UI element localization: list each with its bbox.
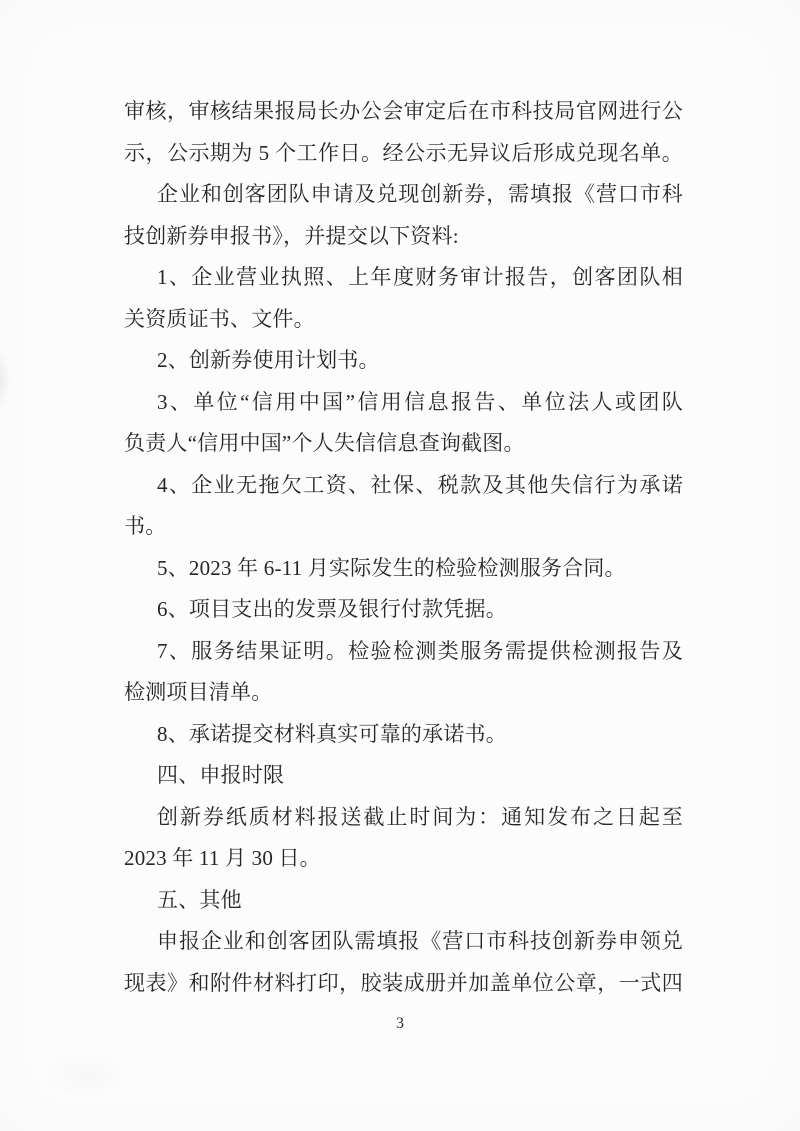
scan-smudge	[0, 350, 10, 410]
section-heading: 四、申报时限	[157, 763, 285, 787]
list-item-line: 8、承诺提交材料真实可靠的承诺书。	[157, 721, 507, 746]
text-line: 负责人“信用中国”个人失信信息查询截图。	[124, 431, 525, 455]
scan-smudge	[40, 1050, 130, 1100]
list-item-line: 2、创新券使用计划书。	[157, 348, 380, 372]
page-number: 3	[396, 1015, 404, 1032]
text-line: 书。	[124, 514, 167, 538]
text-line: 申报企业和创客团队需填报《营口市科技创新券申领兑	[157, 929, 683, 953]
text-line: 审核，审核结果报局长办公会审定后在市科技局官网进行公	[124, 99, 683, 123]
text-line: 企业和创客团队申请及兑现创新券，需填报《营口市科	[157, 182, 683, 206]
text-line: 关资质证书、文件。	[124, 306, 315, 331]
list-item-line: 5、2023 年 6-11 月实际发生的检验检测服务合同。	[157, 555, 626, 580]
page-footer	[0, 1012, 800, 1036]
document-body	[124, 91, 683, 1004]
list-item-line: 1、企业营业执照、上年度财务审计报告，创客团队相	[157, 265, 683, 289]
text-line: 技创新券申报书》，并提交以下资料:	[124, 223, 459, 248]
section-heading: 五、其他	[157, 887, 242, 912]
text-line: 检测项目清单。	[124, 680, 273, 704]
list-item-line: 3、单位“信用中国”信用信息报告、单位法人或团队	[157, 389, 683, 414]
text-line: 2023 年 11 月 30 日。	[124, 846, 321, 870]
text-line: 示，公示期为 5 个工作日。经公示无异议后形成兑现名单。	[124, 140, 683, 165]
list-item-line: 4、企业无拖欠工资、社保、税款及其他失信行为承诺	[157, 472, 683, 497]
text-line: 创新券纸质材料报送截止时间为：通知发布之日起至	[157, 804, 683, 829]
text-line: 现表》和附件材料打印，胶装成册并加盖单位公章，一式四	[124, 970, 683, 995]
list-item-line: 6、项目支出的发票及银行付款凭据。	[157, 597, 507, 621]
list-item-line: 7、服务结果证明。检验检测类服务需提供检测报告及	[157, 638, 683, 663]
